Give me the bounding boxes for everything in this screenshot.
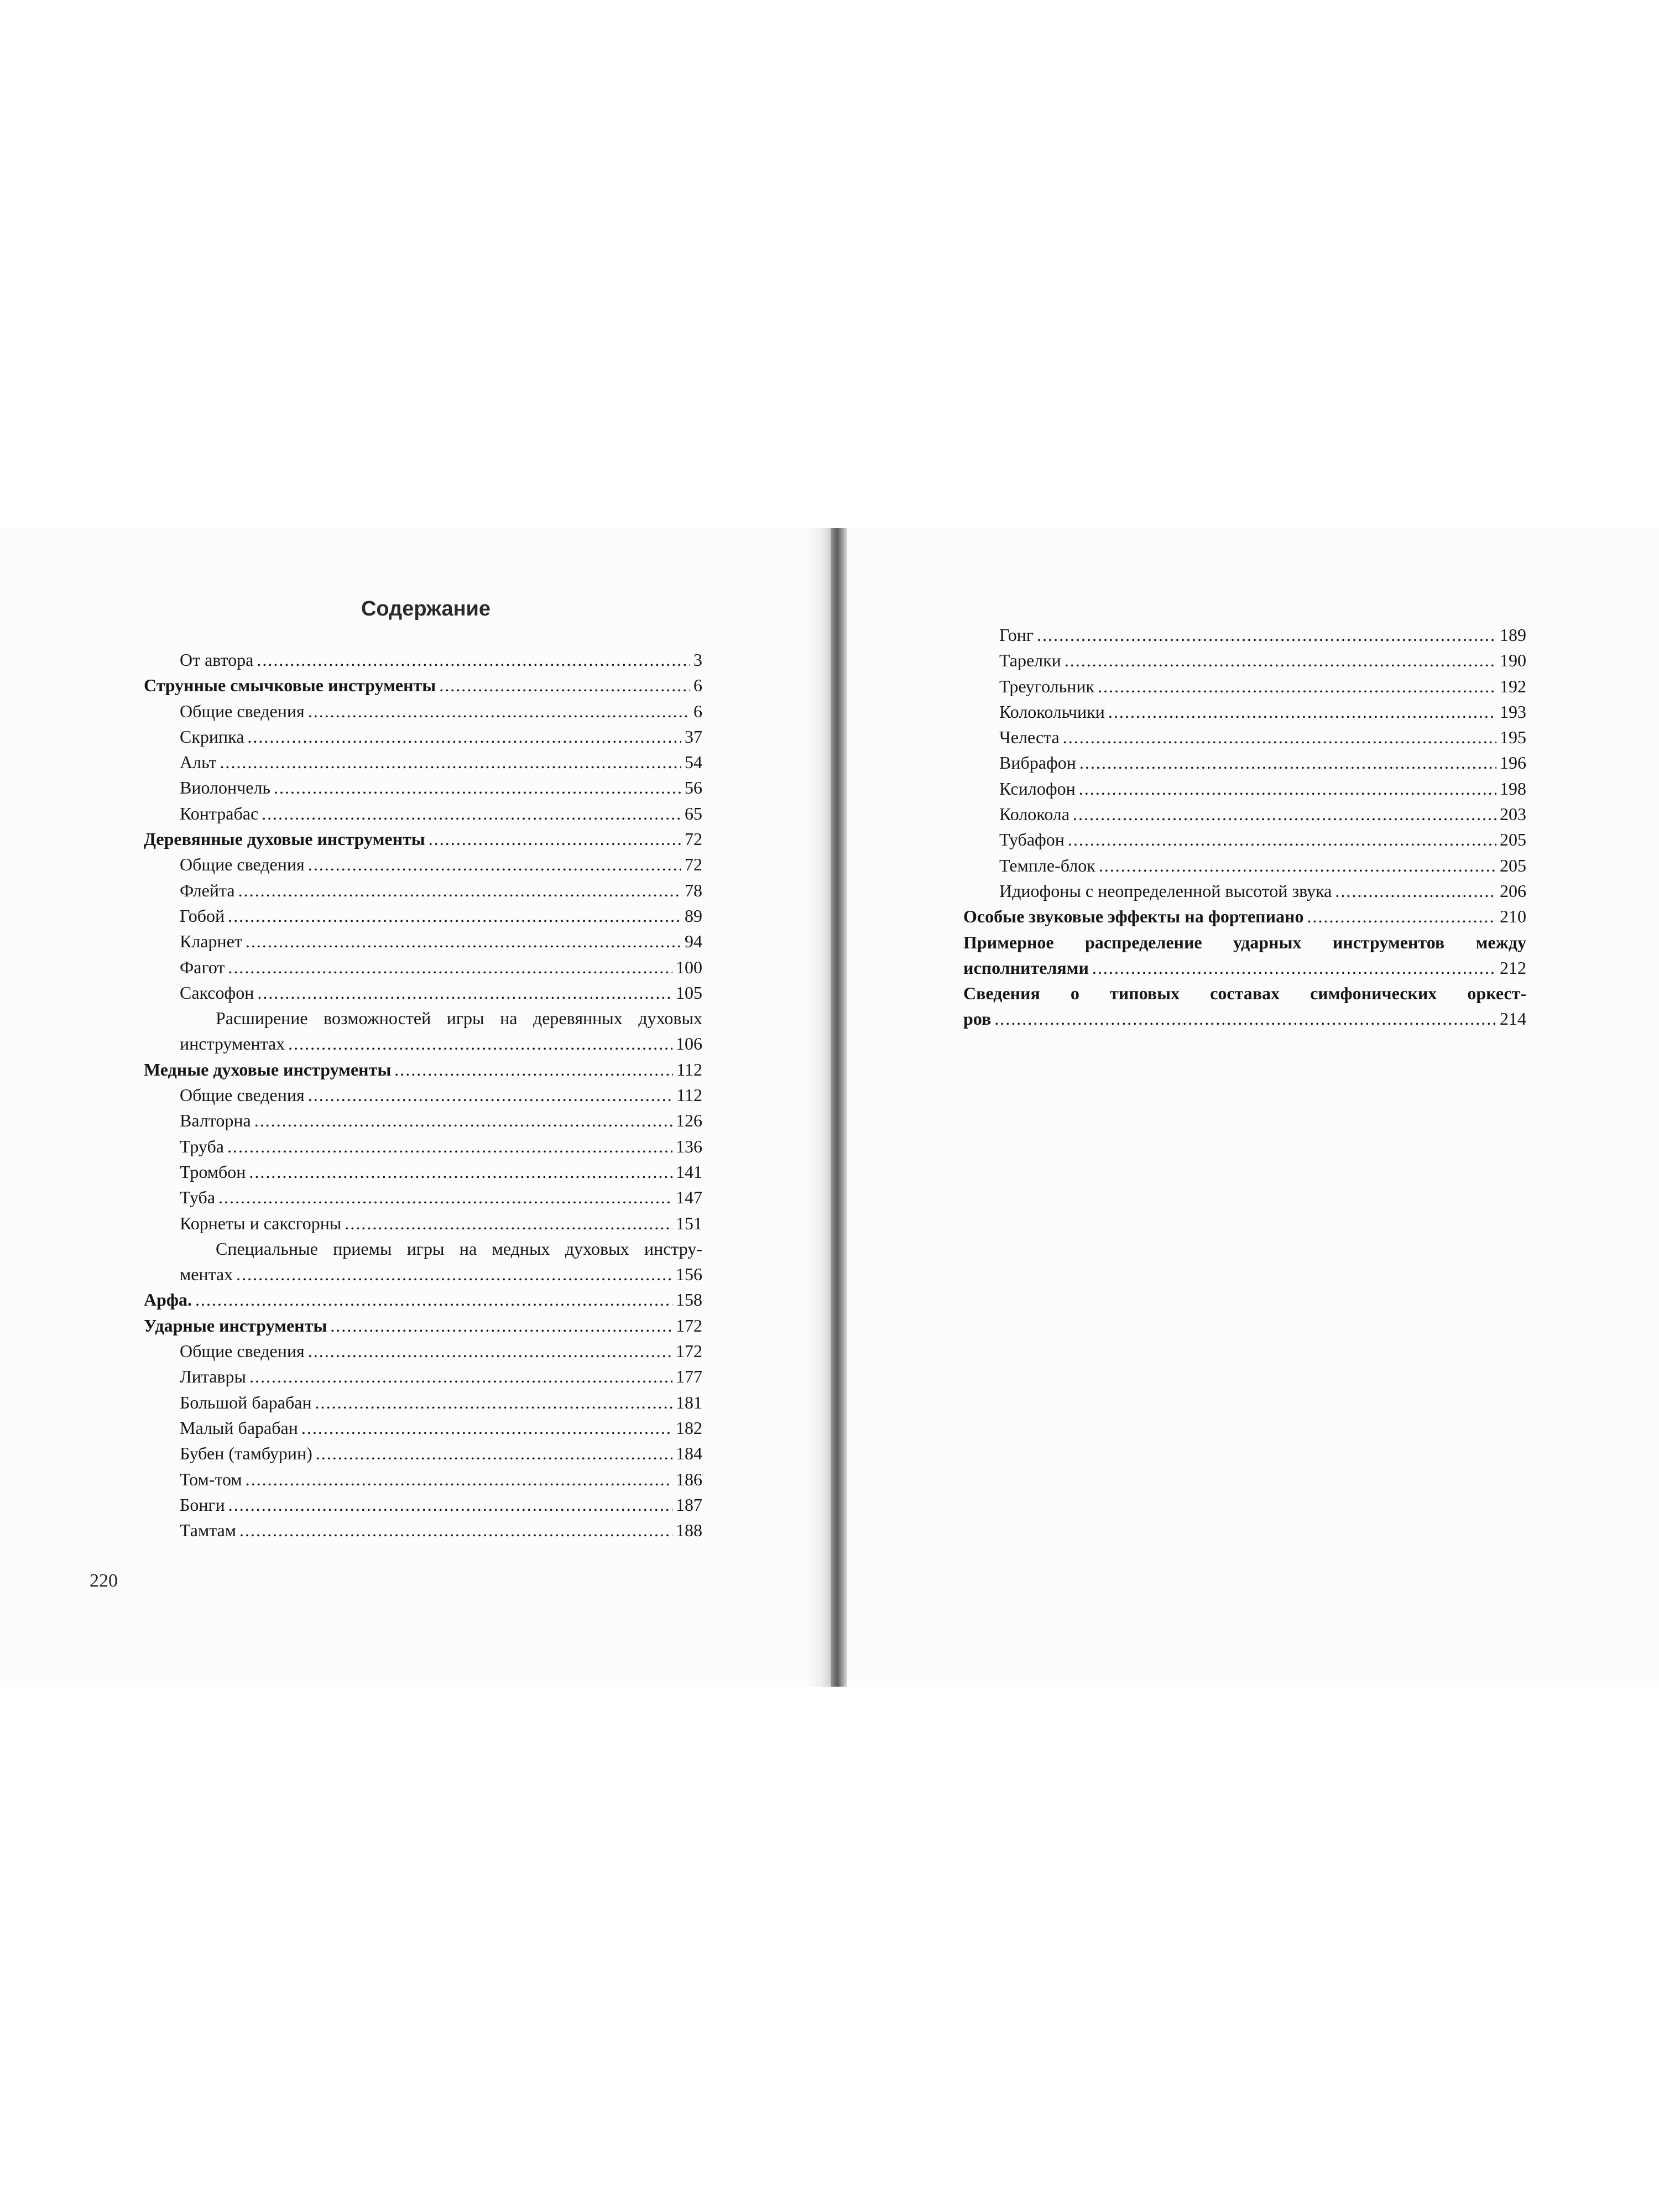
toc-entry-title: Том-том (180, 1469, 242, 1489)
toc-page-number: 3 (693, 650, 702, 670)
dot-leader (308, 1338, 672, 1364)
dot-leader (1108, 699, 1496, 724)
toc-entry-line (180, 1261, 702, 1287)
toc-page-number: 182 (676, 1417, 702, 1438)
toc-entry-line (963, 1006, 1526, 1031)
toc-page-number: 54 (685, 752, 702, 773)
toc-entry (963, 930, 1526, 981)
dot-leader (429, 826, 681, 852)
toc-entry (963, 674, 1526, 699)
dot-leader (308, 698, 690, 724)
toc-entry-title: Фагот (180, 957, 225, 977)
toc-entry-title: Общие сведения (180, 1085, 305, 1105)
toc-entry-title: Деревянные духовые инструменты (144, 829, 425, 849)
dot-leader (1065, 648, 1496, 673)
toc-entry-title: Специальные приемы игры на медных духовых инстру- (216, 1238, 702, 1259)
toc-page-number: 105 (676, 982, 702, 1003)
toc-entry (144, 672, 702, 698)
toc-page-number: 172 (676, 1341, 702, 1361)
toc-page-number: 203 (1500, 804, 1526, 825)
dot-leader (1099, 853, 1496, 878)
toc-page-number: 198 (1500, 778, 1526, 799)
toc-page-number: 177 (676, 1366, 702, 1387)
dot-leader (249, 1364, 672, 1389)
dot-leader (315, 1390, 672, 1415)
dot-leader (1068, 827, 1496, 852)
toc-entry (963, 622, 1526, 648)
toc-page-number: 193 (1500, 701, 1526, 722)
toc-page-number: 192 (1500, 676, 1526, 696)
dot-leader (1098, 674, 1496, 699)
dot-leader (257, 980, 672, 1005)
book-gutter (831, 528, 847, 1687)
toc-entry-title: Тубафон (999, 830, 1065, 850)
toc-entry-title: Струнные смычковые инструменты (144, 675, 436, 696)
toc-entry-title: Тромбон (180, 1161, 246, 1182)
dot-leader (239, 1517, 672, 1543)
toc-entry (144, 1467, 702, 1492)
toc-entry-title: Скрипка (180, 726, 244, 747)
dot-leader (439, 672, 690, 698)
toc-entry (963, 904, 1526, 929)
toc-entry-title: Гобой (180, 905, 225, 926)
toc-page-number: 106 (676, 1034, 702, 1054)
toc-entry (144, 749, 702, 775)
toc-entry-title: Вибрафон (999, 753, 1076, 773)
toc-title: Содержание (361, 597, 491, 620)
toc-entry-title: От автора (180, 650, 254, 670)
dot-leader (308, 1082, 673, 1108)
dot-leader (218, 1185, 672, 1210)
toc-page-number: 205 (1500, 855, 1526, 875)
toc-entry-title: Тарелки (999, 650, 1061, 671)
toc-page-number: 56 (685, 778, 702, 798)
dot-leader (228, 903, 681, 928)
toc-list-left (144, 647, 702, 1543)
dot-leader (247, 724, 681, 749)
toc-page-number: 112 (676, 1059, 702, 1079)
toc-entry (144, 1313, 702, 1338)
toc-entry-title-continued: исполнителями (963, 957, 1089, 978)
toc-page-number: 141 (676, 1161, 702, 1182)
dot-leader (1092, 955, 1496, 980)
toc-entry (144, 1082, 702, 1108)
toc-entry-title: Контрабас (180, 803, 259, 823)
toc-page-number: 147 (676, 1187, 702, 1208)
toc-page-number: 94 (685, 931, 702, 952)
toc-page-number: 6 (693, 675, 702, 696)
toc-entry (144, 1005, 702, 1057)
toc-entry (144, 1108, 702, 1133)
toc-entry (144, 724, 702, 749)
toc-page-number: 214 (1500, 1009, 1526, 1029)
toc-entry (963, 801, 1526, 827)
toc-entry-line (180, 1031, 702, 1056)
dot-leader (301, 1415, 672, 1441)
toc-entry-title: Особые звуковые эффекты на фортепиано (963, 906, 1304, 927)
toc-entry (144, 1364, 702, 1389)
toc-page-number: 205 (1500, 830, 1526, 850)
dot-leader (308, 852, 681, 877)
dot-leader (1307, 904, 1496, 929)
dot-leader (274, 775, 681, 800)
toc-page-number: 156 (676, 1264, 702, 1285)
dot-leader (228, 1492, 672, 1517)
toc-entry-title: Кларнет (180, 931, 242, 952)
dot-leader (262, 801, 681, 826)
dot-leader (246, 1467, 672, 1492)
toc-entry-title: Туба (180, 1187, 216, 1208)
toc-entry-title: Медные духовые инструменты (144, 1059, 392, 1079)
toc-entry (144, 903, 702, 928)
toc-entry-title: Общие сведения (180, 1341, 305, 1361)
toc-entry (963, 853, 1526, 878)
page-number: 220 (90, 1571, 118, 1591)
toc-entry (963, 724, 1526, 750)
toc-entry (144, 980, 702, 1005)
toc-entry-title: Ударные инструменты (144, 1315, 327, 1335)
toc-page-number: 206 (1500, 880, 1526, 901)
toc-page-number: 158 (676, 1290, 702, 1310)
dot-leader (1079, 750, 1496, 775)
toc-page-number: 190 (1500, 650, 1526, 671)
toc-page-number: 65 (685, 803, 702, 823)
toc-page-number: 100 (676, 957, 702, 977)
toc-entry (144, 1236, 702, 1287)
dot-leader (330, 1313, 672, 1338)
left-page (0, 528, 830, 1687)
toc-entry-title: Альт (180, 752, 217, 773)
toc-entry (963, 776, 1526, 801)
toc-entry-title: Расширение возможностей игры на деревянных духовых (216, 1008, 702, 1029)
toc-page-number: 184 (676, 1443, 702, 1464)
toc-entry-title: Корнеты и саксгорны (180, 1213, 342, 1233)
toc-entry-title: Треугольник (999, 676, 1094, 696)
dot-leader (254, 1108, 672, 1133)
dot-leader (238, 878, 681, 903)
toc-entry (144, 1390, 702, 1415)
toc-page-number: 37 (685, 726, 702, 747)
toc-entry-title: Тамтам (180, 1520, 237, 1541)
toc-entry-title: Флейта (180, 880, 235, 900)
toc-entry-title: Саксофон (180, 982, 254, 1003)
dot-leader (288, 1031, 672, 1056)
toc-entry-title: Сведения о типовых составах симфонических оркест- (963, 983, 1526, 1004)
toc-entry-title-continued: инструментах (180, 1034, 285, 1054)
dot-leader (220, 749, 681, 775)
toc-entry-title: Ксилофон (999, 778, 1076, 799)
dot-leader (1073, 801, 1496, 827)
toc-page-number: 196 (1500, 753, 1526, 773)
toc-entry-title: Литавры (180, 1366, 247, 1387)
dot-leader (236, 1261, 672, 1287)
toc-entry (144, 801, 702, 826)
toc-entry-title: Гонг (999, 625, 1034, 645)
toc-entry (144, 1338, 702, 1364)
toc-entry-title: Колокольчики (999, 701, 1105, 722)
toc-page-number: 89 (685, 905, 702, 926)
dot-leader (1079, 776, 1496, 801)
toc-entry (144, 1057, 702, 1082)
toc-entry-title-continued: ментах (180, 1264, 233, 1285)
toc-entry (144, 954, 702, 980)
toc-entry (144, 775, 702, 800)
toc-entry (144, 826, 702, 852)
toc-entry (144, 852, 702, 877)
toc-entry-line (963, 955, 1526, 980)
toc-list-right (963, 622, 1526, 1032)
dot-leader (249, 1159, 672, 1185)
toc-entry (144, 878, 702, 903)
toc-entry (144, 928, 702, 954)
toc-entry-title: Общие сведения (180, 854, 305, 875)
dot-leader (227, 1134, 672, 1159)
toc-page-number: 112 (676, 1085, 702, 1105)
toc-page-number: 186 (676, 1469, 702, 1489)
toc-entry (963, 750, 1526, 775)
toc-entry (144, 1415, 702, 1441)
toc-entry (963, 980, 1526, 1032)
toc-entry-title: Колокола (999, 804, 1070, 825)
toc-entry-title: Бонги (180, 1494, 225, 1515)
toc-entry-title: Общие сведения (180, 701, 305, 721)
dot-leader (1037, 622, 1496, 648)
toc-page-number: 212 (1500, 957, 1526, 978)
dot-leader (394, 1057, 673, 1082)
dot-leader (228, 954, 672, 980)
toc-entry-title: Идиофоны с неопределенной высотой звука (999, 880, 1332, 901)
toc-page-number: 187 (676, 1494, 702, 1515)
toc-page-number: 172 (676, 1315, 702, 1335)
dot-leader (246, 928, 681, 954)
toc-entry (144, 1159, 702, 1185)
toc-entry-title: Большой барабан (180, 1392, 312, 1412)
toc-entry-title: Бубен (тамбурин) (180, 1443, 312, 1464)
toc-entry (963, 648, 1526, 673)
book-spread (0, 528, 1659, 1687)
toc-entry (963, 827, 1526, 852)
toc-page-number: 195 (1500, 727, 1526, 748)
dot-leader (345, 1211, 672, 1236)
right-page (847, 528, 1659, 1687)
toc-entry-title: Челеста (999, 727, 1060, 748)
toc-entry (963, 699, 1526, 724)
toc-entry-title: Арфа. (144, 1290, 192, 1310)
toc-entry-title: Валторна (180, 1110, 251, 1131)
toc-entry-title: Примерное распределение ударных инструментов между (963, 932, 1526, 952)
dot-leader (994, 1006, 1496, 1031)
toc-entry (144, 1185, 702, 1210)
toc-entry-title: Труба (180, 1136, 224, 1156)
toc-entry (144, 1287, 702, 1312)
toc-page-number: 151 (676, 1213, 702, 1233)
toc-page-number: 136 (676, 1136, 702, 1156)
toc-entry-title: Малый барабан (180, 1417, 298, 1438)
toc-page-number: 78 (685, 880, 702, 900)
toc-entry (144, 1134, 702, 1159)
toc-page-number: 188 (676, 1520, 702, 1541)
toc-entry (144, 1492, 702, 1517)
toc-page-number: 126 (676, 1110, 702, 1131)
toc-entry (144, 698, 702, 724)
toc-entry (144, 1211, 702, 1236)
dot-leader (316, 1441, 672, 1466)
toc-entry (144, 1517, 702, 1543)
dot-leader (195, 1287, 672, 1312)
dot-leader (1335, 878, 1496, 904)
toc-entry (144, 647, 702, 672)
toc-page-number: 72 (685, 854, 702, 875)
dot-leader (257, 647, 690, 672)
toc-entry (963, 878, 1526, 904)
toc-page-number: 72 (685, 829, 702, 849)
toc-page-number: 210 (1500, 906, 1526, 927)
toc-entry-title: Виолончель (180, 778, 270, 798)
toc-entry-title-continued: ров (963, 1009, 992, 1029)
toc-page-number: 189 (1500, 625, 1526, 645)
toc-page-number: 6 (693, 701, 702, 721)
toc-entry (144, 1441, 702, 1466)
dot-leader (1063, 724, 1496, 750)
toc-page-number: 181 (676, 1392, 702, 1412)
toc-entry-title: Темпле-блок (999, 855, 1095, 875)
